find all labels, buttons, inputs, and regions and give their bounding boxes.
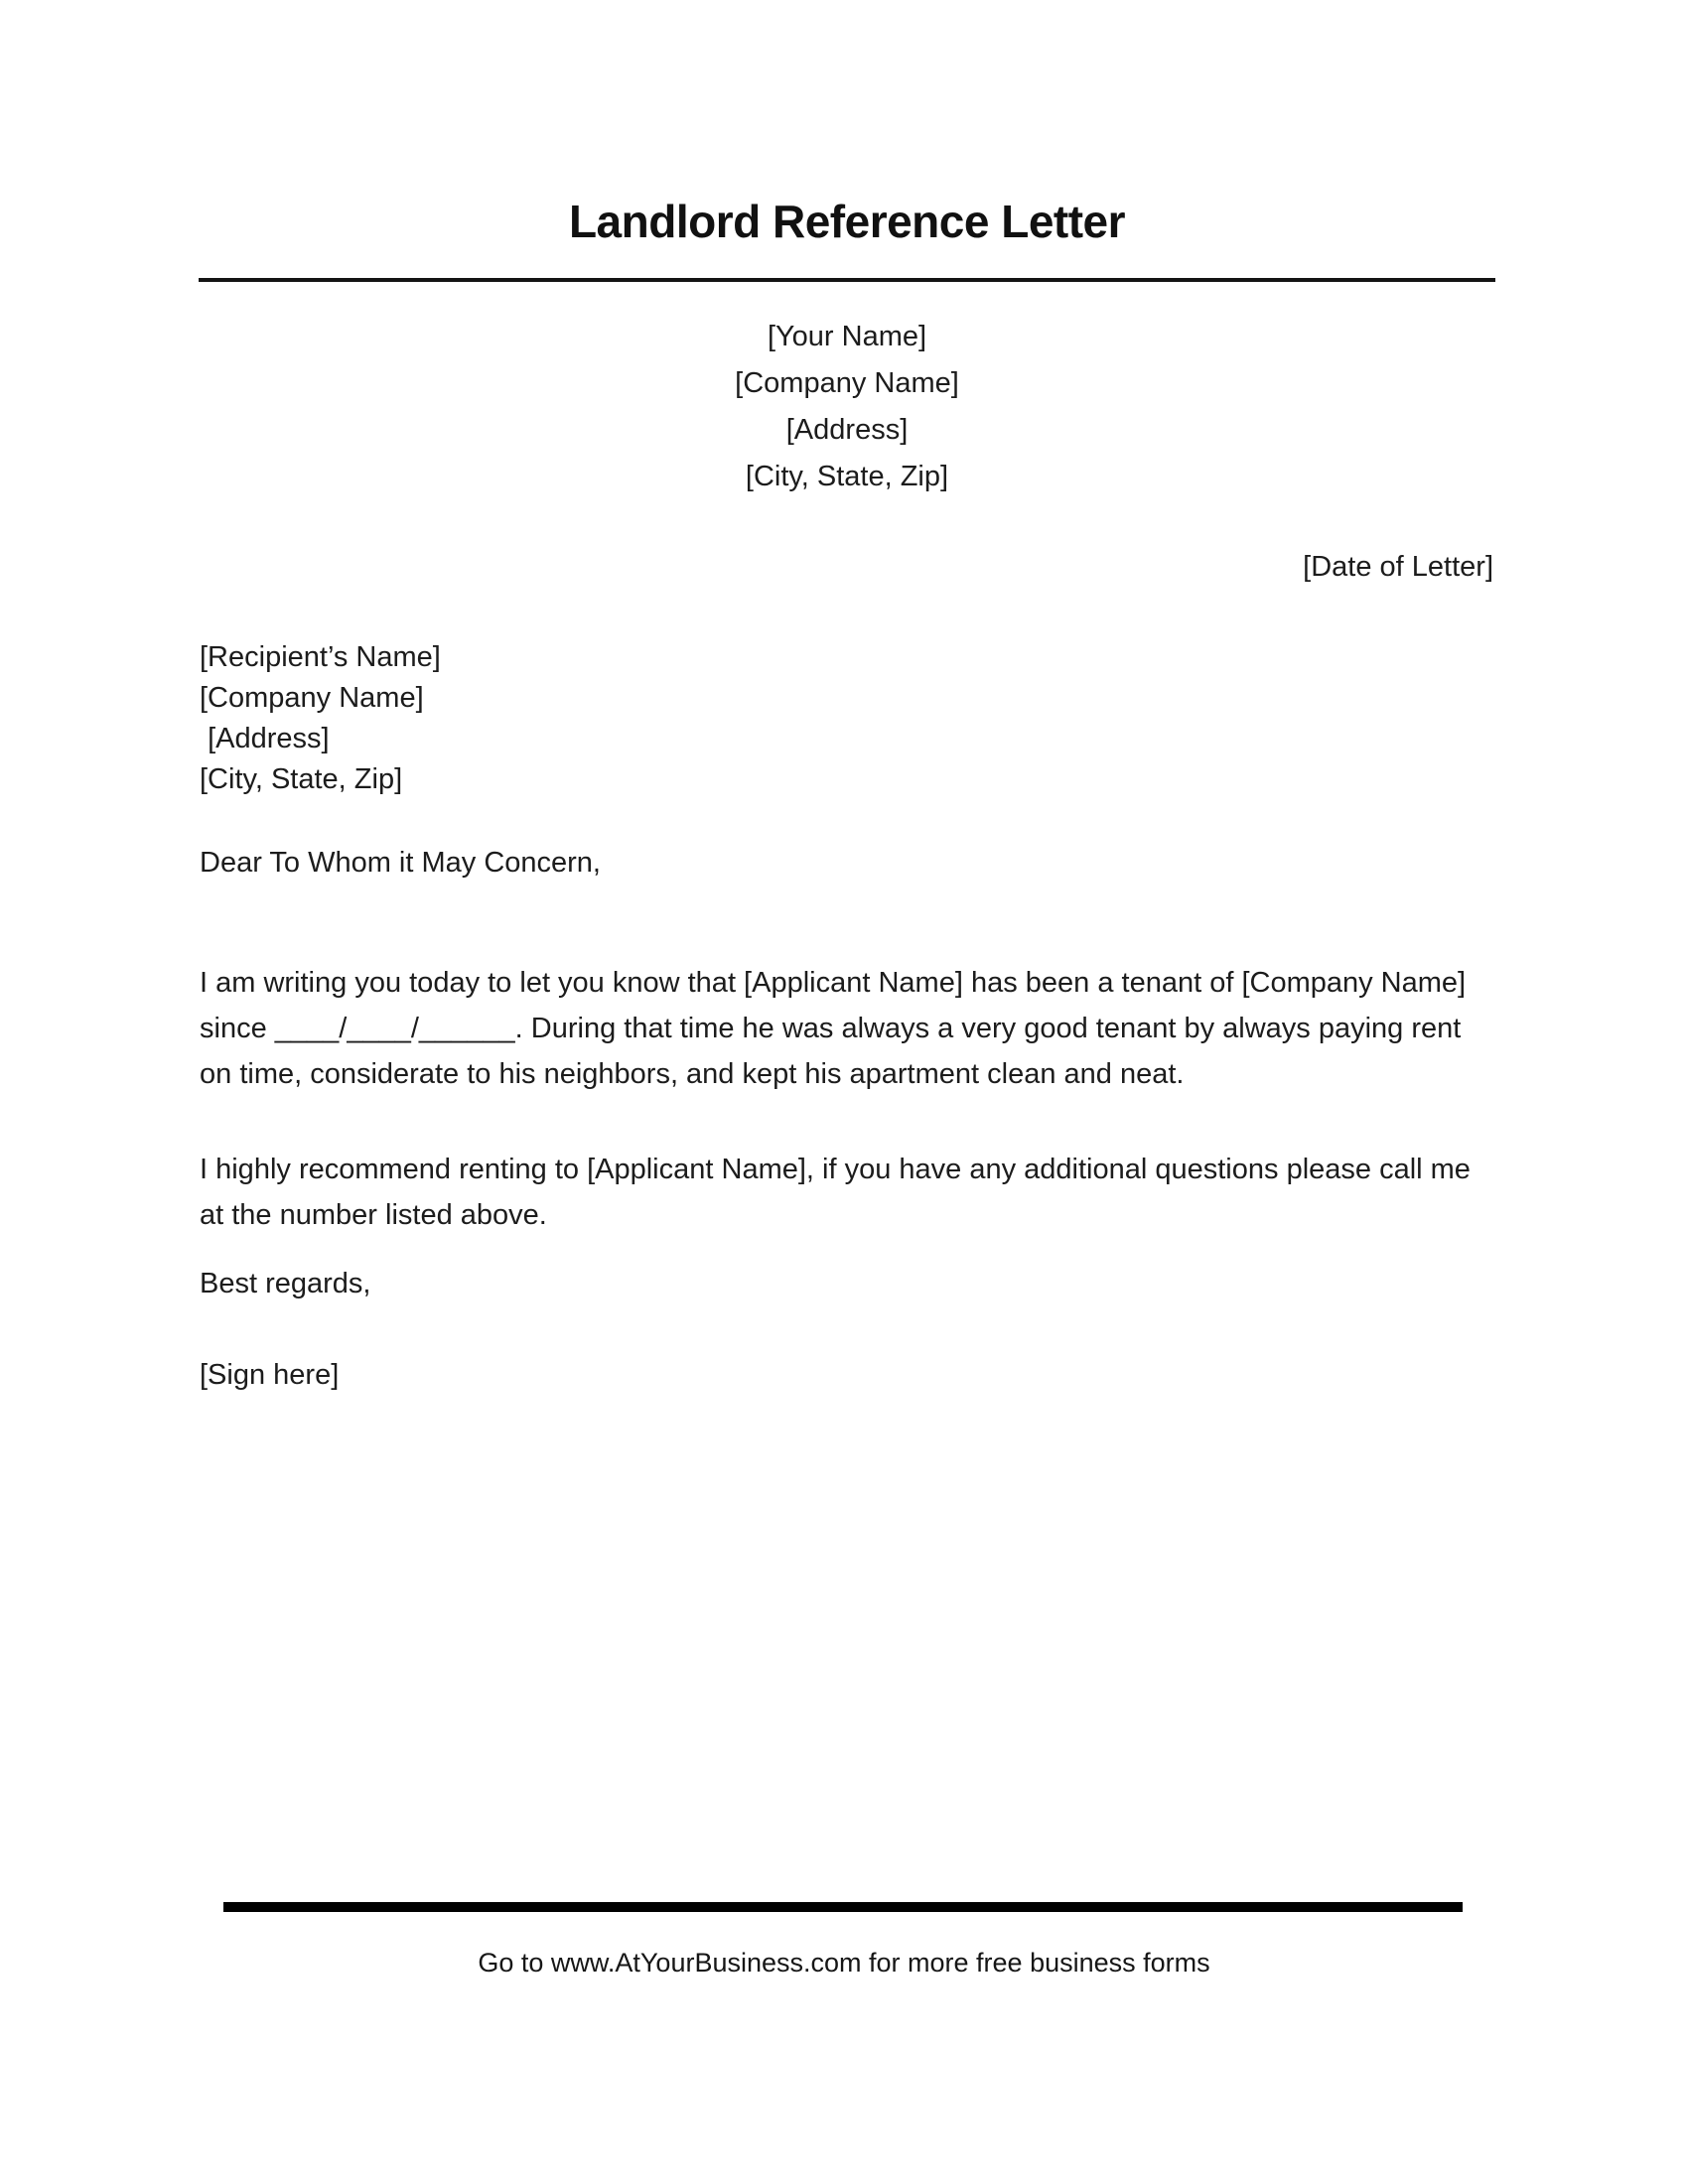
recipient-company-line: [Company Name] <box>200 682 424 714</box>
recipient-address-line: [Address] <box>200 723 330 754</box>
recipient-city-line: [City, State, Zip] <box>200 763 403 795</box>
recipient-address-block <box>200 637 1093 800</box>
body-paragraph-1: I am writing you today to let you know that [Applicant Name] has been a tenant of [Company Name] since ____/____/______. During that time he was always a very good tenant by always paying rent on time, considerate to his neighbors, and kept his apartment clean and neat. <box>200 967 1467 1090</box>
signature-placeholder: [Sign here] <box>200 1359 340 1391</box>
document-title: Landlord Reference Letter <box>568 196 1126 247</box>
sender-name-line: [Your Name] <box>767 321 927 352</box>
date-of-letter: [Date of Letter] <box>1303 551 1493 583</box>
footer-divider-bar <box>223 1902 1463 1912</box>
body-paragraph-2: I highly recommend renting to [Applicant Name], if you have any additional questions please call me at the number listed above. <box>200 1154 1471 1231</box>
recipient-name-line: [Recipient’s Name] <box>200 641 441 673</box>
sender-address-block <box>199 314 1495 500</box>
sender-address-line: [Address] <box>785 414 909 446</box>
footer-promo-text: Go to www.AtYourBusiness.com for more free business forms <box>478 1948 1210 1978</box>
sender-company-line: [Company Name] <box>735 367 959 399</box>
sender-city-line: [City, State, Zip] <box>745 461 949 492</box>
closing-line: Best regards, <box>200 1268 371 1299</box>
title-underline-rule <box>199 278 1495 282</box>
salutation: Dear To Whom it May Concern, <box>200 847 601 879</box>
